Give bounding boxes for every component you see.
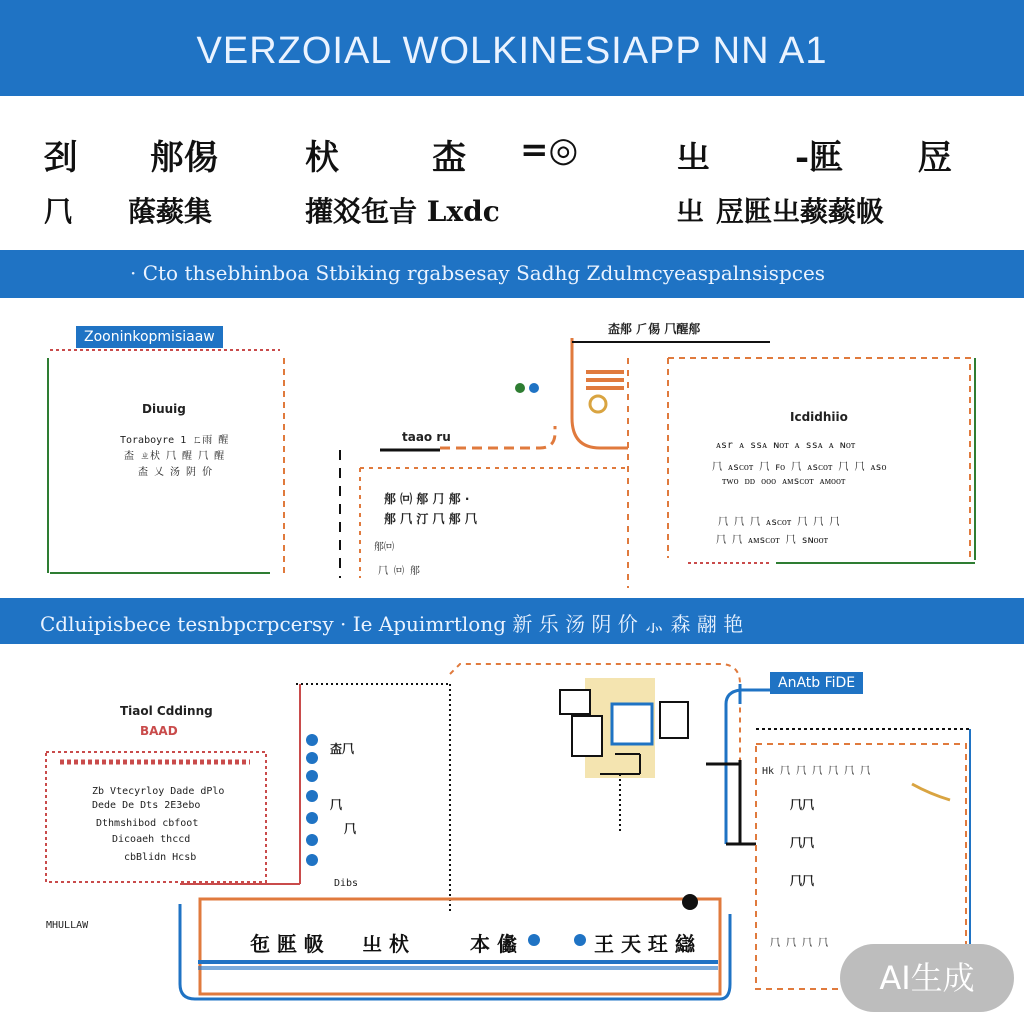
panel-text: 㭗 ㄓ枤 ⺇ 醒 ⺇ 醒 [124, 451, 225, 462]
panel-text: 㭗 乂 汤 阴 价 [138, 467, 213, 478]
heading-row1-item: =◎ [520, 130, 579, 170]
heading-row2-item: 㩲㸚㐌㫖 Lxdc [305, 195, 500, 228]
panel-text: Dede De Dts 2E3ebo [92, 800, 201, 811]
panel-text: ⺇⺇ [790, 836, 815, 850]
ai-generated-badge: AI生成 [840, 944, 1014, 1012]
heading-row1-item: 㞐 [918, 138, 952, 178]
panel-text: ⺇ ⺇ ᴀᴍsᴄᴏᴛ ⺇ sɴᴏᴏᴛ [716, 535, 829, 546]
panel-text: ⺇ ᴀsᴄᴏᴛ ⺇ ꜰᴏ ⺇ ᴀsᴄᴏᴛ ⺇ ⺇ ᴀsᴏ [712, 462, 887, 473]
node-dot [306, 790, 318, 802]
panel-text: Tiaol Cddinng [120, 704, 213, 718]
node-dot [528, 934, 540, 946]
node-dot [306, 734, 318, 746]
strip-label: 㞢 枤 [362, 932, 409, 956]
panel-text: Hk ⺇ ⺇ ⺇ ⺇ ⺇ ⺇ [762, 766, 871, 777]
heading-row1-item: 㞢 [676, 138, 710, 178]
node-dot [306, 812, 318, 824]
panel-text: ⺇ ⺇ ⺇ ᴀsᴄᴏᴛ ⺇ ⺇ ⺇ [718, 517, 840, 528]
panel-text: ⺇⺇ [790, 874, 815, 888]
section-band [0, 250, 1024, 298]
heading-row2-item: 㞢 [676, 195, 705, 228]
panel-text: Diuuig [142, 402, 186, 416]
node-dot [306, 770, 318, 782]
heading-row2-item: 䕃䕭集 [128, 195, 213, 228]
panel-text: 㭗⺇ [330, 742, 355, 756]
heading-row2-item: 㞐匨㞢䕭䕭㠷 [716, 195, 885, 228]
heading-row1-item: 郍㑥 [150, 138, 218, 178]
heading-row2-item: ⺇ [44, 195, 73, 228]
node-dot [306, 854, 318, 866]
panel-text: BAAD [140, 724, 178, 738]
panel-text: Icdidhiio [790, 410, 848, 424]
panel-text: ⺇ [344, 822, 357, 836]
panel-text: 郍㈄ [374, 542, 394, 553]
panel-text: ᴀsr ᴀ ssᴀ ɴᴏᴛ ᴀ ssᴀ ᴀ ɴᴏᴛ [716, 440, 856, 451]
panel-text: ⺇ ㈄ 郍 [378, 566, 421, 577]
panel-text: Toraboyre 1 ㄈ雨 醒 [120, 435, 229, 446]
section-band-text: · Cto thsebhinboa Stbiking rgabsesay Sadhg Zdulmcyeaspalnsispces [130, 261, 826, 285]
title-band [0, 0, 1024, 96]
panel-text: Dthmshibod cbfoot [96, 818, 199, 829]
panel-tag: AnAtb FiDE [770, 672, 863, 694]
panel-text: 郍 ㈄ 郍 ⺆ 郍 · [384, 492, 470, 506]
panel-text: Dicoaeh thccd [112, 834, 191, 845]
heading-row1-item: -匨 [795, 138, 844, 178]
panel-text: Dibs [334, 878, 359, 889]
panel-text: taao ru [402, 430, 451, 444]
heading-row1-item: 刭 [44, 138, 78, 178]
panel-text: MHULLAW [46, 920, 89, 931]
panel-tag: Zooninkopmisiaaw [76, 326, 223, 348]
panel-text: cbBlidn Hcsb [124, 852, 197, 863]
panel-text: ᴛᴡᴏ ᴅᴅ ᴏᴏᴏ ᴀᴍsᴄᴏᴛ ᴀᴍᴏᴏᴛ [722, 476, 846, 487]
section-band-text: Cdluipisbece tesnbpcrpcersy · Ie Apuimrtlong 新 乐 汤 阴 价 ⺗ 森 翮 艳 [40, 612, 744, 636]
node-dot [306, 752, 318, 764]
node-dot [306, 834, 318, 846]
heading-row1-item: 枤 [305, 138, 339, 178]
strip-label: 王 天 玨 䜌 [594, 932, 695, 956]
panel-text: 㭗郍 ⺁㑥 ⺇醒郍 [608, 322, 701, 336]
panel-text: Zb Vtecyrloy Dade dPlo [92, 786, 225, 797]
panel-text: ⺇ ⺇ ⺇ ⺇ [770, 938, 829, 949]
panel-text: ⺇⺇ [790, 798, 815, 812]
heading-row1-item: 㭗 [432, 138, 466, 178]
strip-label: 㐌 匨 㠷 [250, 932, 324, 956]
panel-text: 郍 ⺇ 汀 ⺇ 郍 ⺇ [384, 512, 477, 526]
strip-label: 本 㒩 [470, 932, 517, 956]
node-dot [574, 934, 586, 946]
panel-text: ⺇ [330, 798, 343, 812]
section-band [0, 598, 1024, 644]
page-title: VERZOIAL WOLKINESIAPP NN A1 [196, 30, 828, 72]
